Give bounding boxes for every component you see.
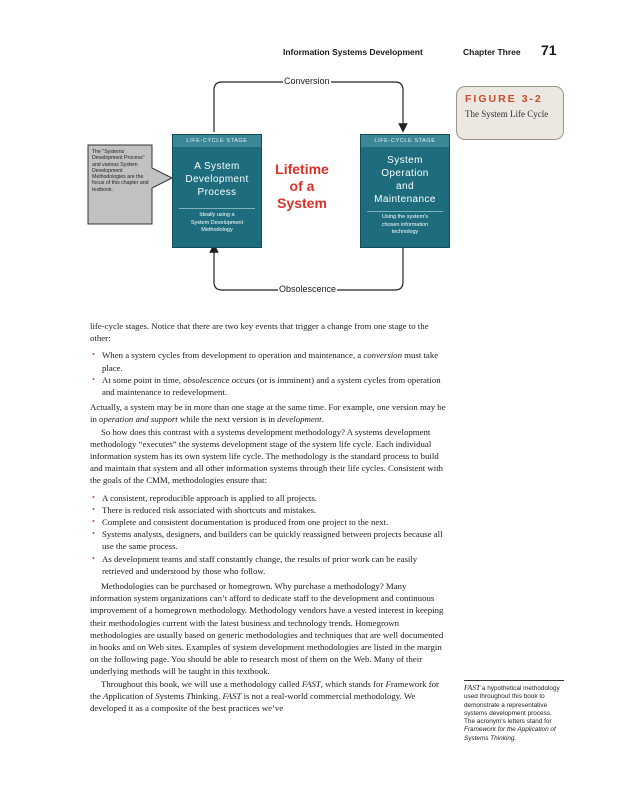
stage-title-line: Operation	[381, 168, 429, 179]
development-stage-box	[172, 134, 262, 248]
text-run: At some point in time,	[102, 374, 184, 385]
paragraph: Methodologies can be purchased or homegrown. Why purchase a methodology? Many information system organizations can’t afford to dedicate staff to the development and continuous improvement of a homegrown methodology. Methodology vendors have a vested interest in keeping their methodologies current with the latest business and technology trends. Homegrown methodologies are usually based on generic methodologies and techniques that are well documented in books and on Web sites. Examples of system development methodologies are listed in the margin on the following page. You should be able to research most of them on the Web. Many of their underlying methods will be taught in this textbook.	[90, 581, 444, 677]
term: A	[102, 690, 109, 701]
list-item: • A consistent, reproducible approach is applied to all projects.	[92, 492, 448, 504]
term: FAST	[222, 690, 242, 701]
text-run: Framework for the Application of Systems Thinking.	[464, 726, 556, 742]
term: development	[277, 414, 322, 425]
running-title: Information Systems Development	[283, 47, 423, 57]
text-run: Actually, a system may be in more than one stage at the same time. For example, one version may be in	[90, 402, 446, 425]
page-number: 71	[541, 42, 557, 58]
text-run: .	[321, 414, 324, 425]
stage-title-line: System	[387, 155, 423, 166]
conversion-label: Conversion	[284, 76, 330, 86]
obsolescence-label: Obsolescence	[279, 284, 337, 294]
term: S	[155, 690, 160, 701]
term: obsolescence	[183, 374, 230, 385]
paragraph	[90, 678, 448, 715]
callout-text: The "Systems Development Process" and various System Development Methodologies are the focus of this chapter and textbook.	[92, 149, 149, 193]
lifetime-line: of a	[289, 178, 315, 194]
text-run: , which stands for	[320, 678, 386, 689]
stage-title-line: Process	[197, 187, 237, 198]
conversion-arrow	[214, 82, 403, 132]
stage-note-line: Using the system's	[382, 214, 428, 220]
text-run: Throughout this book, we will use a methodology called	[101, 678, 302, 689]
list-item: • As development teams and staff constantly change, the results of prior work can be easily retrieved and understood by those who follow.	[92, 553, 448, 577]
paragraph: So how does this contrast with a systems development methodology? A systems development methodology “executes” the systems development stage of the system life cycle. Each individual information system has its own system life cycle. The methodology is the standard process to build and maintain that system and all other information systems through their life cycles. Consistent with the goals of the CMM, methodologies ensure that:	[90, 426, 444, 486]
text-run: must take place.	[102, 350, 439, 373]
term: T	[186, 690, 192, 701]
stage-title-line: and	[396, 181, 414, 192]
list-item	[92, 349, 448, 373]
lifetime-line: System	[277, 195, 327, 211]
stage-header: LIFE-CYCLE STAGE	[361, 135, 449, 147]
paragraph: life-cycle stages. Notice that there are two key events that trigger a change from one stage to the other:	[90, 321, 429, 344]
trigger-events-list	[90, 349, 448, 398]
text-run: a hypothetical methodology used throughout this book to demonstrate a representative systems development process. The acronym’s letters stand for	[464, 685, 560, 726]
lifetime-line: Lifetime	[275, 161, 329, 177]
text-run: pplication of	[108, 690, 156, 701]
text-run: is not a real-world commercial methodology. We developed it as a composite of the best practices we’ve	[90, 690, 416, 714]
list-item: • Systems analysts, designers, and builders can be quickly reassigned between projects because all use the same process.	[92, 528, 448, 552]
stage-note-line: technology	[391, 229, 419, 235]
text-run: ystems	[159, 690, 187, 701]
paragraph	[90, 401, 448, 425]
term: conversion	[363, 350, 402, 361]
stage-note-line: chosen information	[381, 221, 429, 228]
lifetime-text	[264, 161, 340, 212]
term: FAST	[301, 678, 321, 689]
term: operation and support	[99, 414, 178, 425]
term: F	[385, 678, 391, 689]
list-item: • There is reduced risk associated with shortcuts and mistakes.	[92, 504, 448, 516]
text-run: while the next version is in	[177, 414, 278, 425]
stage-divider	[179, 208, 255, 209]
text-run: hinking.	[191, 690, 223, 701]
stage-note-line: Ideally using a	[199, 212, 235, 218]
operation-stage-box	[360, 134, 450, 248]
stage-title-line: Maintenance	[374, 194, 436, 205]
text-run: ramework for the	[90, 678, 439, 701]
text-run: occurs (or is imminent) and a system cycles from operation and maintenance to redevelopment.	[102, 374, 441, 398]
margin-term: FAST	[464, 683, 481, 692]
methodology-benefits-list	[90, 492, 448, 577]
stage-title-line: A System	[194, 161, 240, 172]
figure-label: FIGURE 3-2	[465, 93, 543, 105]
body-text	[90, 320, 448, 714]
margin-note-fast	[464, 680, 564, 743]
stage-header: LIFE-CYCLE STAGE	[173, 135, 261, 147]
text-run: When a system cycles from development to operation and maintenance, a	[102, 350, 364, 361]
stage-divider	[367, 211, 443, 212]
stage-note-line: Methodology	[201, 227, 233, 233]
list-item: • Complete and consistent documentation is produced from one project to the next.	[92, 516, 448, 528]
chapter-label: Chapter Three	[463, 47, 521, 57]
stage-note-line: System Development	[190, 219, 244, 226]
list-item	[92, 374, 448, 398]
stage-title-line: Development	[185, 174, 249, 185]
figure-caption: The System Life Cycle	[465, 109, 549, 119]
